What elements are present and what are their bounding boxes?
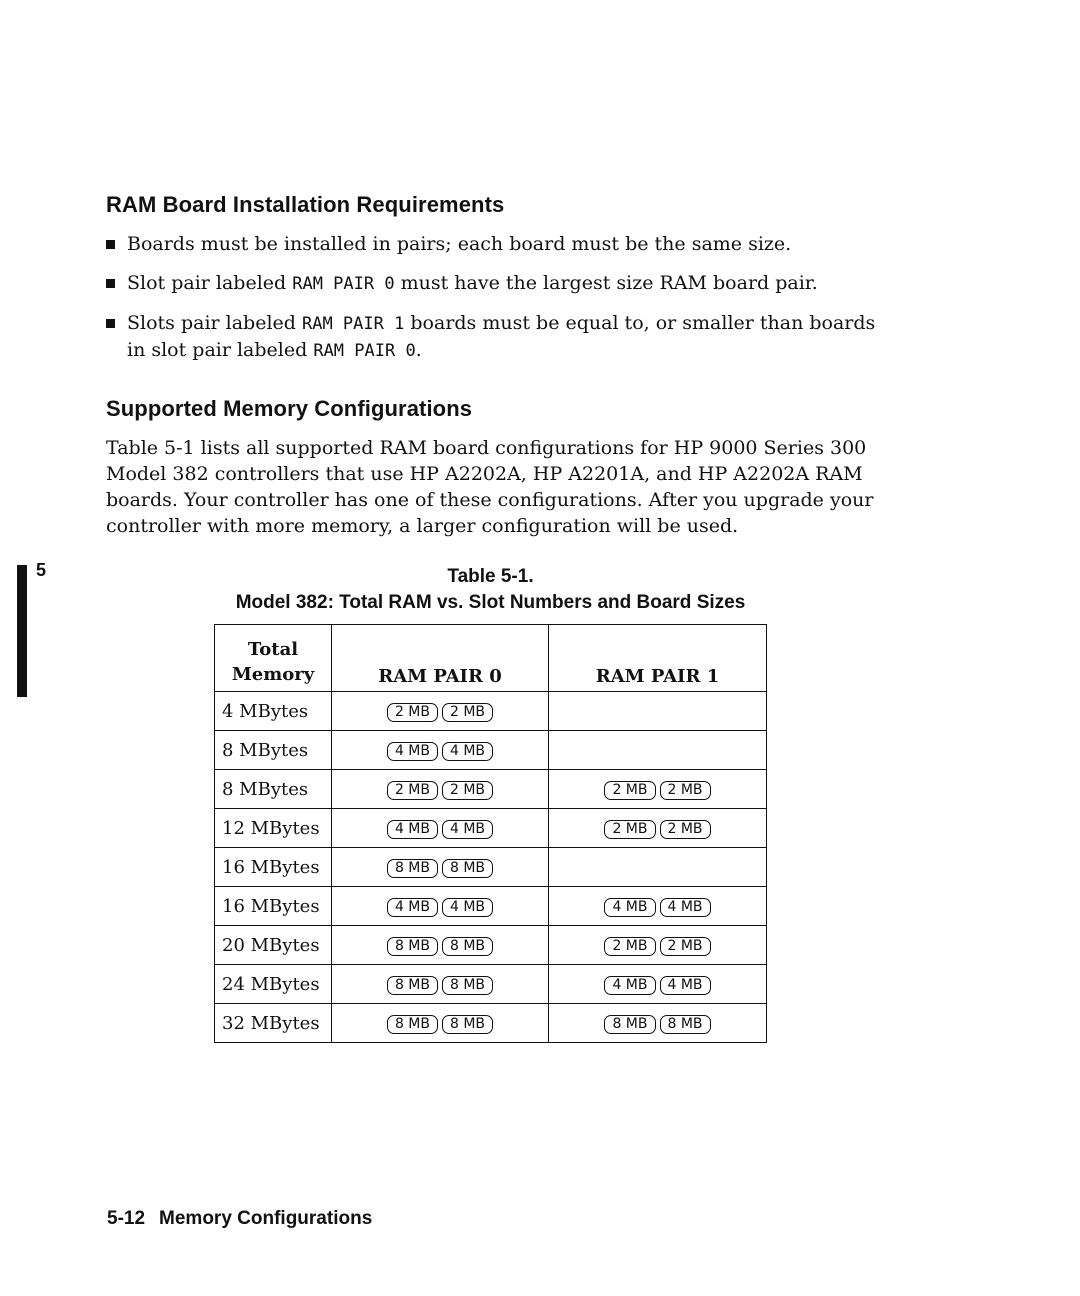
ram-board-chip: 2 MB xyxy=(442,781,493,800)
total-memory-cell: 8 MBytes xyxy=(215,770,332,809)
chapter-change-bar xyxy=(17,565,27,697)
total-memory-cell: 32 MBytes xyxy=(215,1004,332,1043)
section-heading-configurations: Supported Memory Configurations xyxy=(106,396,473,421)
ram-board-chip: 8 MB xyxy=(387,1015,438,1034)
ram-board-chip: 8 MB xyxy=(387,937,438,956)
ram-board-chip: 2 MB xyxy=(387,703,438,722)
bullet-square-icon xyxy=(106,240,115,249)
list-item: Slot pair labeled RAM PAIR 0 must have the largest size RAM board pair. xyxy=(106,270,886,297)
header-ram-pair-0: RAM PAIR 0 xyxy=(332,625,549,692)
table-caption-title: Model 382: Total RAM vs. Slot Numbers and Board Sizes xyxy=(235,592,746,613)
header-ram-pair-1: RAM PAIR 1 xyxy=(549,625,767,692)
table-row xyxy=(215,965,767,1004)
memory-config-table xyxy=(214,624,767,1043)
ram-board-chip: 2 MB xyxy=(660,937,711,956)
bullet-square-icon xyxy=(106,279,115,288)
ram-board-chip: 4 MB xyxy=(387,742,438,761)
ram-pair-1-cell xyxy=(549,731,767,770)
ram-pair-0-cell xyxy=(332,965,549,1004)
ram-board-chip: 8 MB xyxy=(442,937,493,956)
ram-board-chip: 8 MB xyxy=(660,1015,711,1034)
code-label: RAM PAIR 0 xyxy=(292,274,395,294)
header-total-memory: Total Memory xyxy=(215,625,332,692)
ram-pair-0-cell xyxy=(332,848,549,887)
ram-pair-0-cell xyxy=(332,692,549,731)
total-memory-cell: 8 MBytes xyxy=(215,731,332,770)
table-row xyxy=(215,770,767,809)
ram-board-chip: 4 MB xyxy=(442,898,493,917)
section-heading-installation: RAM Board Installation Requirements xyxy=(106,192,505,217)
table-row xyxy=(215,848,767,887)
ram-pair-0-cell xyxy=(332,926,549,965)
ram-board-chip: 4 MB xyxy=(660,976,711,995)
body-paragraph: Table 5-1 lists all supported RAM board configurations for HP 9000 Series 300 Model 382 controllers that use HP A2202A, HP A2201A, and HP A2202A RAM boards. Your controller has one of these configurations. After you upgrade your controller with more memory, a larger configuration will be used. xyxy=(106,437,874,537)
table-row xyxy=(215,731,767,770)
ram-pair-0-cell xyxy=(332,887,549,926)
page-footer xyxy=(107,1208,372,1230)
ram-board-chip: 4 MB xyxy=(387,820,438,839)
ram-board-chip: 4 MB xyxy=(442,742,493,761)
ram-pair-1-cell xyxy=(549,965,767,1004)
table-row xyxy=(215,887,767,926)
list-item: Boards must be installed in pairs; each board must be the same size. xyxy=(106,231,886,257)
total-memory-cell: 4 MBytes xyxy=(215,692,332,731)
footer-section-title: Memory Configurations xyxy=(159,1208,373,1229)
ram-board-chip: 2 MB xyxy=(660,781,711,800)
requirements-list xyxy=(106,231,886,377)
table-caption-number: Table 5-1. xyxy=(447,566,534,587)
total-memory-cell: 20 MBytes xyxy=(215,926,332,965)
ram-board-chip: 4 MB xyxy=(442,820,493,839)
ram-pair-1-cell xyxy=(549,692,767,731)
ram-pair-1-cell xyxy=(549,887,767,926)
table-body xyxy=(215,692,767,1043)
ram-pair-0-cell xyxy=(332,809,549,848)
ram-pair-0-cell xyxy=(332,770,549,809)
ram-board-chip: 4 MB xyxy=(660,898,711,917)
ram-board-chip: 8 MB xyxy=(387,859,438,878)
total-memory-cell: 16 MBytes xyxy=(215,887,332,926)
bullet-square-icon xyxy=(106,319,115,328)
ram-pair-1-cell xyxy=(549,770,767,809)
ram-board-chip: 4 MB xyxy=(604,976,655,995)
ram-pair-1-cell xyxy=(549,809,767,848)
ram-board-chip: 8 MB xyxy=(442,976,493,995)
ram-board-chip: 8 MB xyxy=(387,976,438,995)
table-row xyxy=(215,1004,767,1043)
ram-pair-1-cell xyxy=(549,848,767,887)
ram-board-chip: 4 MB xyxy=(387,898,438,917)
ram-pair-1-cell xyxy=(549,1004,767,1043)
ram-board-chip: 2 MB xyxy=(442,703,493,722)
page-number: 5-12 xyxy=(107,1208,146,1229)
total-memory-cell: 24 MBytes xyxy=(215,965,332,1004)
table-row xyxy=(215,926,767,965)
code-label: RAM PAIR 1 xyxy=(301,314,405,334)
total-memory-cell: 16 MBytes xyxy=(215,848,332,887)
ram-board-chip: 8 MB xyxy=(604,1015,655,1034)
ram-board-chip: 2 MB xyxy=(604,781,655,800)
ram-pair-0-cell xyxy=(332,1004,549,1043)
ram-board-chip: 4 MB xyxy=(604,898,655,917)
ram-board-chip: 8 MB xyxy=(442,1015,493,1034)
code-label: RAM PAIR 0 xyxy=(313,341,416,361)
ram-board-chip: 2 MB xyxy=(604,937,655,956)
ram-pair-1-cell xyxy=(549,926,767,965)
table-row xyxy=(215,809,767,848)
ram-board-chip: 2 MB xyxy=(387,781,438,800)
ram-board-chip: 2 MB xyxy=(660,820,711,839)
table-row xyxy=(215,692,767,731)
ram-pair-0-cell xyxy=(332,731,549,770)
total-memory-cell: 12 MBytes xyxy=(215,809,332,848)
ram-board-chip: 8 MB xyxy=(442,859,493,878)
list-item: Slots pair labeled RAM PAIR 1 boards must be equal to, or smaller than boards in slot pair labeled RAM PAIR 0. xyxy=(106,310,886,364)
chapter-tab-number: 5 xyxy=(36,560,47,580)
ram-board-chip: 2 MB xyxy=(604,820,655,839)
